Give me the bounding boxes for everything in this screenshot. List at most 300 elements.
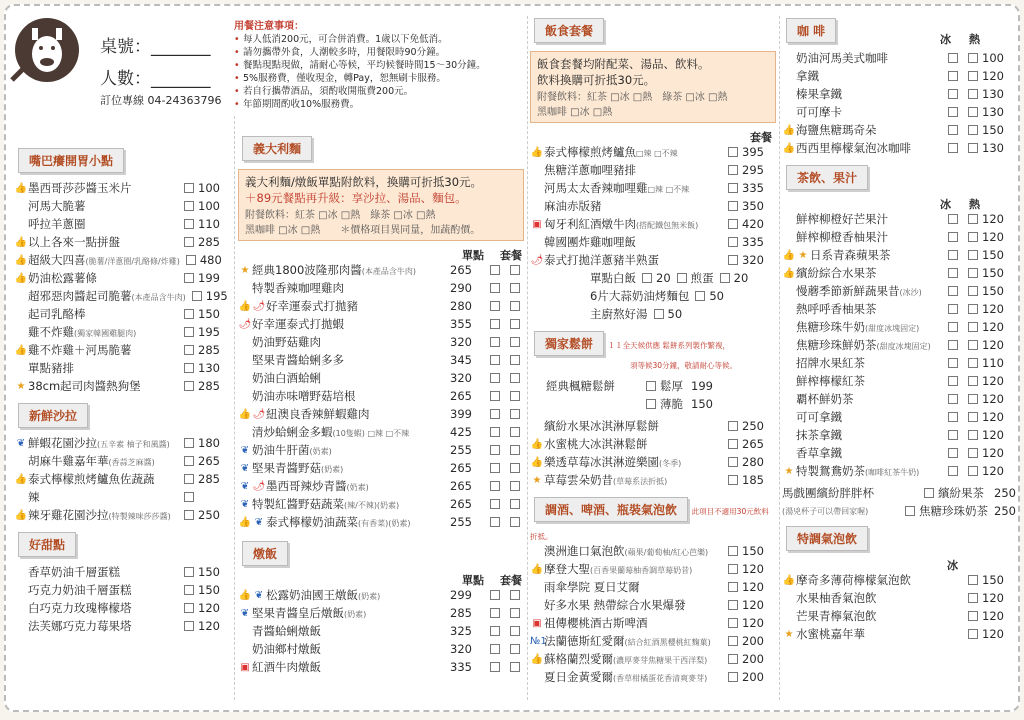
extra-name: 6片大蒜奶油烤麵包 [590, 289, 690, 303]
item-note: (本產品含牛肉) [361, 267, 417, 276]
checkbox[interactable] [184, 345, 194, 355]
item-price: 120 [198, 619, 220, 633]
item-price: 250 [198, 508, 220, 522]
checkbox[interactable] [695, 291, 705, 301]
checkbox[interactable] [728, 165, 738, 175]
checkbox[interactable] [968, 593, 978, 603]
item-name-text: 祖傳櫻桃酒古斯啤酒 [544, 616, 648, 630]
item-name-text: 雨傘學院 夏日艾爾 [544, 580, 640, 594]
menu-item-row [782, 372, 1016, 390]
checkbox[interactable] [490, 644, 500, 654]
item-name-text: 紐澳良香辣鮮蝦雞肉 [266, 407, 370, 421]
item-note: (草莓系法折抵) [613, 477, 668, 486]
menu-item-row [14, 359, 232, 377]
checkbox[interactable] [968, 340, 978, 350]
checkbox[interactable] [510, 355, 520, 365]
item-note: (五辛素 柚子和風醬) [97, 440, 170, 449]
checkbox[interactable] [968, 53, 978, 63]
checkbox[interactable] [490, 463, 500, 473]
item-price: 120 [982, 69, 1004, 83]
checkbox[interactable] [490, 319, 500, 329]
checkbox[interactable] [510, 662, 520, 672]
alcohol-list [530, 542, 776, 686]
checkbox[interactable] [728, 582, 738, 592]
checkbox[interactable] [510, 301, 520, 311]
checkbox[interactable] [728, 201, 738, 211]
checkbox[interactable] [968, 466, 978, 476]
checkbox[interactable] [510, 319, 520, 329]
checkbox[interactable] [948, 376, 958, 386]
item-name-text: 好幸運泰式打拋蝦 [252, 317, 344, 331]
item-name-text: 蘇格蘭烈愛爾 [544, 652, 613, 666]
menu-item-name [796, 626, 962, 642]
checkbox[interactable] [184, 273, 194, 283]
checkbox[interactable] [948, 430, 958, 440]
menu-item-name [544, 180, 722, 196]
checkbox[interactable] [184, 621, 194, 631]
checkbox[interactable] [184, 603, 194, 613]
checkbox[interactable] [968, 412, 978, 422]
menu-item-row [530, 560, 776, 578]
menu-item-row [238, 586, 524, 604]
checkbox[interactable] [646, 399, 656, 409]
checkbox[interactable] [948, 304, 958, 314]
menu-item-name [252, 334, 450, 350]
item-note: (辣/不辣)(奶素) [344, 501, 400, 510]
checkbox[interactable] [905, 506, 915, 516]
checkbox[interactable] [728, 255, 738, 265]
item-name-text: 雞不炸雞 [28, 325, 74, 339]
menu-item-row [782, 103, 1016, 121]
menu-item-row [238, 604, 524, 622]
checkbox[interactable] [646, 381, 656, 391]
menu-item-row [238, 423, 524, 441]
item-name-text: 清炒蛤蜊金多蝦 [252, 425, 333, 439]
item-name-text: 奶油牛肝菌 [252, 443, 310, 457]
item-price: 265 [450, 263, 472, 277]
checkbox[interactable] [510, 391, 520, 401]
checkbox[interactable] [968, 250, 978, 260]
checkbox[interactable] [490, 608, 500, 618]
section-salad-title: 新鮮沙拉 [18, 403, 88, 428]
checkbox[interactable] [490, 662, 500, 672]
checkbox[interactable] [968, 611, 978, 621]
tea-col-headers: 冰 熱 [940, 198, 980, 211]
item-note: (冬季) [659, 459, 682, 468]
checkbox[interactable] [184, 201, 194, 211]
checkbox[interactable] [728, 475, 738, 485]
rice-box-line2: 飲料換購可折抵30元。 [537, 73, 656, 87]
item-price: 265 [450, 497, 472, 511]
checkbox[interactable] [948, 89, 958, 99]
checkbox[interactable] [728, 237, 738, 247]
menu-item-row [238, 351, 524, 369]
checkbox[interactable] [728, 564, 738, 574]
menu-item-row [530, 650, 776, 668]
item-name-text: 鮮榨柳橙好芒果汁 [796, 212, 888, 226]
checkbox[interactable] [186, 255, 196, 265]
checkbox[interactable] [184, 585, 194, 595]
checkbox[interactable] [728, 546, 738, 556]
menu-item-row [530, 417, 776, 435]
menu-item-row [14, 563, 232, 581]
checkbox[interactable] [510, 481, 520, 491]
waffle-classic-name: 經典楓糖鬆餅 [546, 379, 615, 393]
checkbox[interactable] [184, 363, 194, 373]
checkbox[interactable] [968, 376, 978, 386]
menu-item-name [796, 355, 942, 371]
checkbox[interactable] [184, 309, 194, 319]
checkbox[interactable] [968, 143, 978, 153]
rice-box-drinks: 附餐飲料：紅茶 □冰 □熱 綠茶 □冰 □熱 [537, 92, 728, 103]
item-price: 350 [742, 199, 764, 213]
checkbox[interactable] [490, 499, 500, 509]
item-name-text: 抹茶拿鐵 [796, 428, 842, 442]
menu-item-name [252, 641, 450, 657]
pasta-box-line2: ＋89元餐點再升級：享沙拉、湯品、麵包。 [245, 191, 467, 205]
section-rice-title: 飯食套餐 [534, 18, 604, 43]
checkbox[interactable] [510, 283, 520, 293]
checkbox[interactable] [510, 463, 520, 473]
rice-extra-row [530, 305, 776, 323]
rule-item: • 年節期間酌收10%服務費。 [234, 98, 502, 111]
checkbox[interactable] [728, 672, 738, 682]
checkbox[interactable] [184, 474, 194, 484]
item-price: 100 [198, 181, 220, 195]
item-note: (本產品含牛肉) [131, 293, 186, 302]
item-note: (搭配鐵包無米飯) [636, 221, 699, 230]
checkbox[interactable] [510, 337, 520, 347]
checkbox[interactable] [728, 600, 738, 610]
rule-item: • 每人低消200元，可合併消費。1歲以下免低消。 [234, 33, 502, 46]
checkbox[interactable] [948, 340, 958, 350]
item-name-text: 白巧克力玫瑰檸檬塔 [28, 601, 132, 615]
checkbox[interactable] [968, 430, 978, 440]
menu-item-name [810, 247, 942, 263]
checkbox[interactable] [948, 466, 958, 476]
menu-item-row [782, 67, 1016, 85]
item-name-text: 水蜜桃大冰淇淋鬆餅 [544, 437, 648, 451]
item-name-text: 招牌水果紅茶 [796, 356, 865, 370]
checkbox[interactable] [184, 492, 194, 502]
item-note: (奶素) [344, 610, 367, 619]
menu-item-name [544, 234, 722, 250]
extra-price-b: 50 [709, 289, 724, 303]
order-phone: 訂位專線 04-24363796 [100, 94, 222, 107]
menu-item-name [28, 306, 178, 322]
thumbs-up-icon: 👍 [782, 574, 796, 586]
waffle-list [530, 417, 776, 489]
checkbox[interactable] [948, 412, 958, 422]
checkbox[interactable] [948, 107, 958, 117]
item-note: (冰沙) [899, 288, 922, 297]
item-price: 320 [450, 335, 472, 349]
menu-item-row [238, 405, 524, 423]
checkbox[interactable] [642, 273, 652, 283]
checkbox[interactable] [510, 499, 520, 509]
checkbox[interactable] [948, 125, 958, 135]
item-price: 335 [742, 181, 764, 195]
rice-extras-list [530, 269, 776, 323]
pasta-box-drinks: 附餐飲料：紅茶 □冰 □熱 綠茶 □冰 □熱 [245, 210, 436, 221]
menu-item-row [238, 622, 524, 640]
item-name-text: 特製香辣咖哩雞肉 [252, 281, 344, 295]
menu-item-row [14, 215, 232, 233]
menu-item-row [530, 233, 776, 251]
checkbox[interactable] [490, 355, 500, 365]
item-price: 120 [742, 616, 764, 630]
pasta-info-box [238, 169, 524, 241]
checkbox[interactable] [510, 517, 520, 527]
checkbox[interactable] [510, 409, 520, 419]
waffle-note2: 須等候30分鐘，敬請耐心等候。 [630, 361, 738, 370]
menu-item-name [796, 590, 962, 606]
checkbox[interactable] [490, 626, 500, 636]
checkbox[interactable] [948, 214, 958, 224]
checkbox[interactable] [948, 143, 958, 153]
item-price: 150 [982, 284, 1004, 298]
checkbox[interactable] [510, 373, 520, 383]
item-price: 425 [450, 425, 472, 439]
checkbox[interactable] [490, 517, 500, 527]
column-2 [238, 130, 524, 704]
checkbox[interactable] [968, 394, 978, 404]
item-name-text: 特製紅醬野菇蔬菜 [252, 497, 344, 511]
extra-name-b: 煎蛋 [690, 271, 714, 285]
thumbs-up-icon: 👍 [782, 267, 796, 279]
checkbox[interactable] [510, 644, 520, 654]
checkbox[interactable] [184, 456, 194, 466]
checkbox[interactable] [490, 409, 500, 419]
checkbox[interactable] [510, 626, 520, 636]
item-price: 120 [982, 410, 1004, 424]
checkbox[interactable] [968, 575, 978, 585]
rice-box-line1: 飯食套餐均附配菜、湯品、飲料。 [537, 57, 710, 71]
menu-item-row [14, 488, 232, 506]
checkbox[interactable] [728, 618, 738, 628]
checkbox[interactable] [490, 391, 500, 401]
thumbs-up-icon: 👍 [14, 236, 28, 248]
checkbox[interactable] [948, 322, 958, 332]
item-note: (甜度冰塊固定) [865, 324, 920, 333]
item-price: 200 [742, 670, 764, 684]
checkbox[interactable] [728, 219, 738, 229]
menu-item-name [266, 298, 450, 314]
item-price: 150 [982, 123, 1004, 137]
checkbox[interactable] [948, 71, 958, 81]
checkbox[interactable] [968, 214, 978, 224]
menu-item-name [796, 445, 942, 461]
item-name-text: 海鹽焦糖瑪奇朵 [796, 123, 877, 137]
item-price: 265 [742, 437, 764, 451]
item-price: 265 [450, 479, 472, 493]
menu-item-name [796, 50, 942, 66]
checkbox[interactable] [490, 337, 500, 347]
menu-item-row [530, 614, 776, 632]
checkbox[interactable] [728, 439, 738, 449]
checkbox[interactable] [490, 445, 500, 455]
item-note: □辣 □不辣 [636, 149, 678, 158]
checkbox[interactable] [510, 445, 520, 455]
checkbox[interactable] [968, 304, 978, 314]
checkbox[interactable] [490, 301, 500, 311]
item-name-text: 拿鐵 [796, 69, 819, 83]
checkbox[interactable] [720, 273, 730, 283]
item-name-text: 泰式檸檬煎烤鱸魚 [544, 145, 636, 159]
checkbox[interactable] [728, 654, 738, 664]
item-price: 265 [450, 389, 472, 403]
item-name-text: 西西里檸檬氣泡冰咖啡 [796, 141, 911, 155]
item-price: 399 [450, 407, 472, 421]
checkbox[interactable] [184, 510, 194, 520]
item-price: 285 [198, 379, 220, 393]
checkbox[interactable] [968, 286, 978, 296]
checkbox[interactable] [968, 89, 978, 99]
menu-item-row [14, 506, 232, 524]
checkbox[interactable] [490, 283, 500, 293]
checkbox[interactable] [948, 358, 958, 368]
leaf-icon: ❦ [240, 607, 250, 619]
menu-item-row [782, 318, 1016, 336]
section-pasta-title: 義大利麵 [242, 136, 312, 161]
checkbox[interactable] [948, 250, 958, 260]
checkbox[interactable] [184, 438, 194, 448]
menu-item-name [252, 659, 450, 675]
checkbox[interactable] [510, 608, 520, 618]
menu-item-name [796, 229, 942, 245]
checkbox[interactable] [192, 291, 202, 301]
checkbox[interactable] [184, 381, 194, 391]
menu-item-name [252, 280, 450, 296]
item-name-text: 泰式檸檬煎烤鱸魚佐蔬蔬 [28, 472, 155, 486]
menu-item-row [530, 632, 776, 650]
menu-item-name [252, 262, 450, 278]
menu-item-row [14, 452, 232, 470]
menu-item-name [28, 288, 186, 304]
checkbox[interactable] [924, 488, 934, 498]
horse-cup-row-2 [782, 502, 1016, 520]
checkbox[interactable] [968, 448, 978, 458]
menu-item-name [796, 68, 942, 84]
checkbox[interactable] [968, 322, 978, 332]
item-note: (香蒜芝麻醬) [108, 458, 155, 467]
checkbox[interactable] [948, 394, 958, 404]
item-name-text: 可可摩卡 [796, 105, 842, 119]
item-price: 120 [982, 627, 1004, 641]
item-price: 185 [742, 473, 764, 487]
thumbs-up-icon: 👍 [782, 142, 796, 154]
menu-item-name [544, 597, 722, 613]
menu-item-name [796, 608, 962, 624]
pasta-box-drinks2: 黑咖啡 □冰 □熱 ＊價格項目異同量，加蔬酌價。 [245, 225, 481, 236]
item-price: 150 [982, 266, 1004, 280]
checkbox[interactable] [968, 107, 978, 117]
menu-item-row [530, 251, 776, 269]
horse-opt1: 繽紛果茶 [938, 486, 985, 500]
item-name-text: 慢蘑季節新鮮蔬果昔 [796, 284, 900, 298]
menu-item-row [782, 228, 1016, 246]
checkbox[interactable] [968, 125, 978, 135]
menu-item-row [14, 434, 232, 452]
menu-item-name [796, 104, 942, 120]
checkbox[interactable] [948, 286, 958, 296]
menu-item-row [238, 441, 524, 459]
checkbox[interactable] [510, 590, 520, 600]
item-name-text: 焦糖洋蔥咖哩豬排 [544, 163, 636, 177]
item-price: 150 [982, 248, 1004, 262]
checkbox[interactable] [490, 427, 500, 437]
checkbox[interactable] [510, 427, 520, 437]
item-price: 285 [450, 606, 472, 620]
item-price: 120 [982, 230, 1004, 244]
waffle-thick-label: 鬆厚 [660, 379, 683, 393]
thumbs-up-icon: 👍 [530, 146, 544, 158]
checkbox[interactable] [184, 327, 194, 337]
checkbox[interactable] [654, 309, 664, 319]
checkbox[interactable] [184, 219, 194, 229]
thumbs-up-icon: 👍 [238, 408, 252, 420]
recommend-tag-icon: ▣ [532, 617, 542, 629]
menu-item-name [796, 409, 942, 425]
checkbox[interactable] [184, 237, 194, 247]
checkbox[interactable] [948, 53, 958, 63]
thumbs-up-icon: 👍 [14, 254, 28, 266]
checkbox[interactable] [677, 273, 687, 283]
waffle-thin-price: 150 [691, 397, 713, 411]
item-price: 120 [982, 212, 1004, 226]
checkbox[interactable] [728, 183, 738, 193]
checkbox[interactable] [728, 457, 738, 467]
checkbox[interactable] [968, 232, 978, 242]
checkbox[interactable] [968, 358, 978, 368]
menu-item-row [14, 599, 232, 617]
menu-item-row [782, 625, 1016, 643]
checkbox[interactable] [184, 183, 194, 193]
leaf-icon: ❦ [240, 498, 250, 510]
sparkling-list [782, 571, 1016, 643]
menu-item-name [28, 582, 178, 598]
checkbox[interactable] [968, 629, 978, 639]
checkbox[interactable] [948, 268, 958, 278]
checkbox[interactable] [490, 265, 500, 275]
checkbox[interactable] [184, 567, 194, 577]
item-name-text: 超級大四喜 [28, 253, 86, 267]
checkbox[interactable] [948, 232, 958, 242]
checkbox[interactable] [728, 147, 738, 157]
item-price: 120 [982, 374, 1004, 388]
item-name-text: 鮮蝦花園沙拉 [28, 436, 97, 450]
item-price: 320 [450, 642, 472, 656]
menu-item-name [266, 514, 450, 530]
checkbox[interactable] [510, 265, 520, 275]
item-name-text: 堅果青醬皇后燉飯 [252, 606, 344, 620]
checkbox[interactable] [968, 71, 978, 81]
checkbox[interactable] [490, 590, 500, 600]
checkbox[interactable] [948, 448, 958, 458]
menu-item-name [266, 406, 450, 422]
checkbox[interactable] [728, 636, 738, 646]
thumbs-up-icon: 👍 [14, 473, 28, 485]
checkbox[interactable] [490, 481, 500, 491]
checkbox[interactable] [968, 268, 978, 278]
menu-item-row [782, 462, 1016, 480]
menu-item-name [796, 265, 942, 281]
leaf-icon: ❦ [16, 437, 26, 449]
checkbox[interactable] [490, 373, 500, 383]
horse-cup-name: 馬戲團繽紛胖胖杯 [782, 486, 874, 500]
menu-item-name [544, 472, 722, 488]
checkbox[interactable] [728, 421, 738, 431]
